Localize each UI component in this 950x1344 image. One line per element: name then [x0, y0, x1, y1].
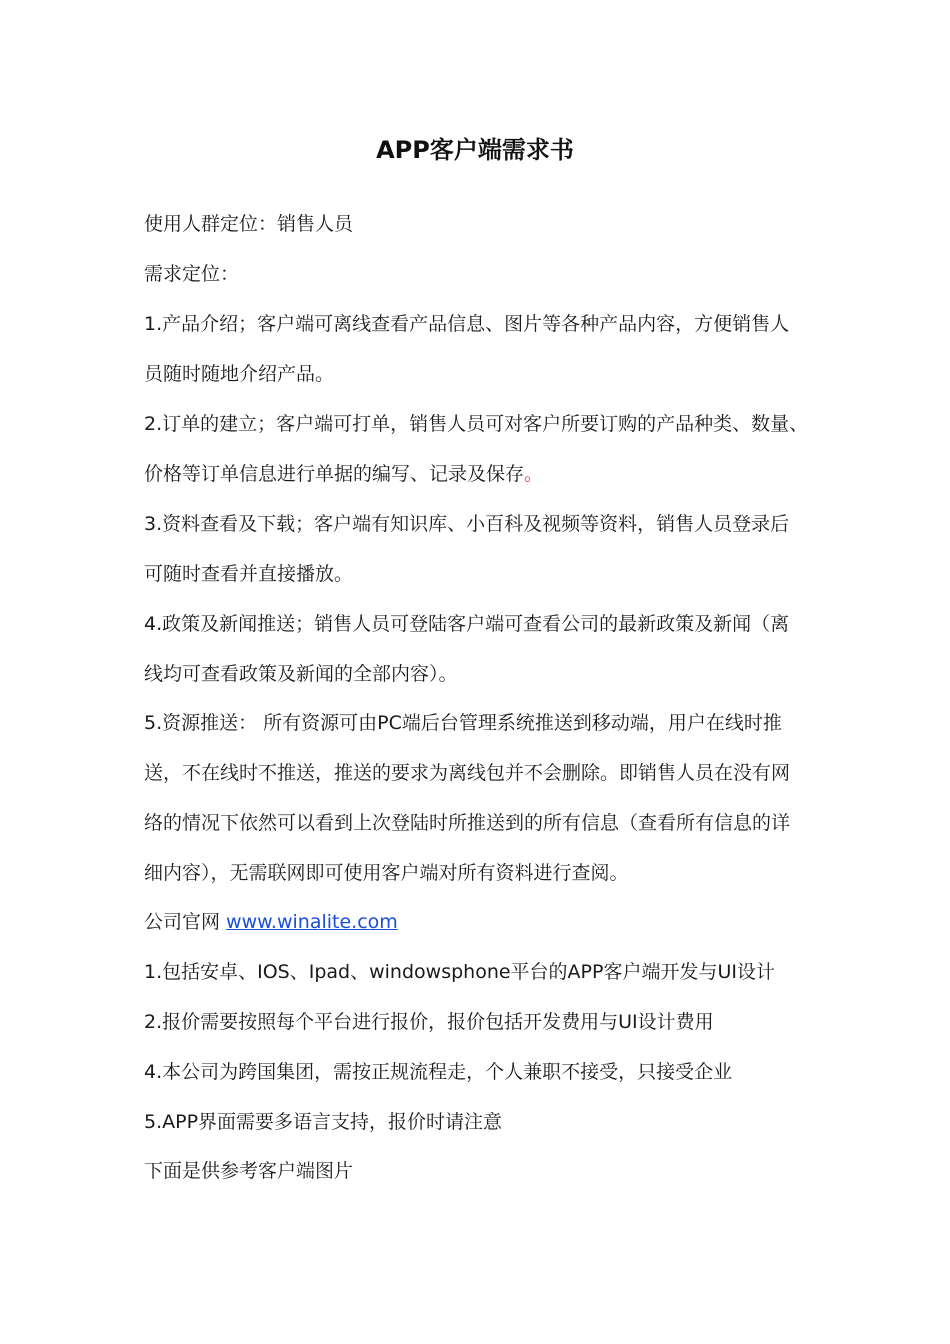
- item4-line1: 4.政策及新闻推送；销售人员可登陆客户端可查看公司的最新政策及新闻（离: [144, 613, 790, 635]
- item5-line4: 细内容），无需联网即可使用客户端对所有资料进行查阅。: [144, 862, 629, 884]
- note4-line: 4.本公司为跨国集团，需按正规流程走，个人兼职不接受，只接受企业: [144, 1061, 733, 1083]
- website-label: 公司官网: [144, 911, 227, 933]
- item2-line1: 2.订单的建立；客户端可打单，销售人员可对客户所要订购的产品种类、数量、: [144, 413, 809, 435]
- item3-line1: 3.资料查看及下载；客户端有知识库、小百科及视频等资料，销售人员登录后: [144, 513, 790, 535]
- item4-line2: 线均可查看政策及新闻的全部内容）。: [144, 663, 458, 685]
- item1-line2: 员随时随地介绍产品。: [144, 363, 335, 385]
- item3-line2: 可随时查看并直接播放。: [144, 563, 354, 585]
- item2-line2-end-mark: 。: [524, 463, 544, 485]
- item5-line3: 络的情况下依然可以看到上次登陆时所推送到的所有信息（查看所有信息的详: [144, 812, 791, 834]
- item5-line2: 送，不在线时不推送，推送的要求为离线包并不会删除。即销售人员在没有网: [144, 762, 791, 784]
- reference-images-line: 下面是供参考客户端图片: [144, 1160, 354, 1182]
- requirements-heading: 需求定位：: [144, 263, 240, 285]
- website-line: [144, 897, 398, 947]
- note2-line: 2.报价需要按照每个平台进行报价，报价包括开发费用与UI设计费用: [144, 1011, 714, 1033]
- note5-line: 5.APP界面需要多语言支持，报价时请注意: [144, 1111, 503, 1133]
- document-title: APP客户端需求书: [376, 136, 574, 164]
- item2-line2-text: 价格等订单信息进行单据的编写、记录及保存: [144, 463, 525, 485]
- website-link[interactable]: www.winalite.com: [226, 911, 398, 933]
- target-users-line: 使用人群定位：销售人员: [144, 213, 354, 235]
- item1-line1: 1.产品介绍；客户端可离线查看产品信息、图片等各种产品内容，方便销售人: [144, 313, 790, 335]
- note1-line: 1.包括安卓、IOS、Ipad、windowsphone平台的APP客户端开发与UI设计: [144, 961, 775, 983]
- item5-line1: 5.资源推送： 所有资源可由PC端后台管理系统推送到移动端，用户在线时推: [144, 712, 782, 734]
- item2-line2: [144, 449, 543, 499]
